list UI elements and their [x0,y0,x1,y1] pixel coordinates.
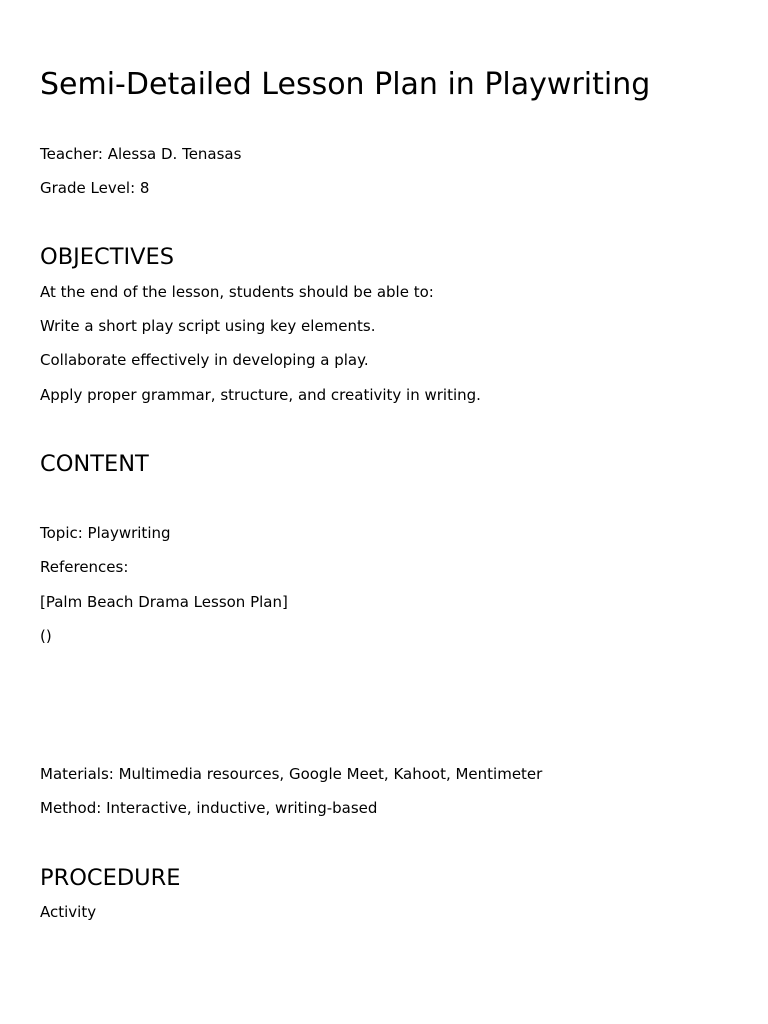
objective-item: Collaborate effectively in developing a play. [40,351,369,369]
teacher-name: Teacher: Alessa D. Tenasas [40,145,242,163]
objective-item: Apply proper grammar, structure, and creativity in writing. [40,386,481,404]
grade-level: Grade Level: 8 [40,179,150,197]
content-topic: Topic: Playwriting [40,524,171,542]
content-method: Method: Interactive, inductive, writing-based [40,799,378,817]
objectives-heading: OBJECTIVES [40,244,174,270]
procedure-activity-label: Activity [40,903,97,921]
objective-item: Write a short play script using key elements. [40,317,376,335]
document-title: Semi-Detailed Lesson Plan in Playwriting [40,67,651,102]
objectives-intro: At the end of the lesson, students should be able to: [40,283,434,301]
reference-url: () [40,627,52,645]
procedure-heading: PROCEDURE [40,865,181,891]
reference-link: [Palm Beach Drama Lesson Plan] [40,593,288,611]
content-heading: CONTENT [40,451,149,477]
references-label: References: [40,558,129,576]
content-materials: Materials: Multimedia resources, Google Meet, Kahoot, Mentimeter [40,765,543,783]
